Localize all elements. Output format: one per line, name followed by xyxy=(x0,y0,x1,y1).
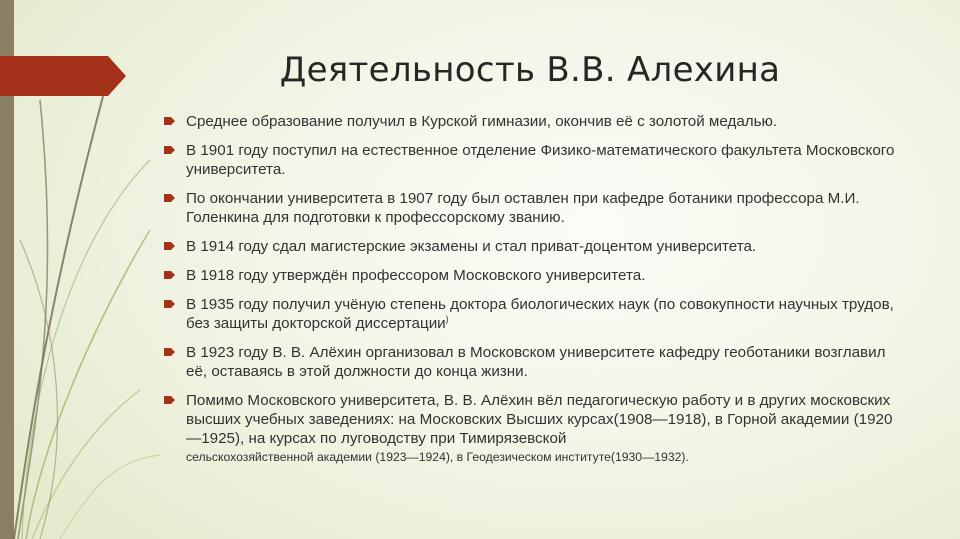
bullet-item xyxy=(164,141,904,179)
bullet-list xyxy=(164,112,904,476)
arrow-bullet-icon xyxy=(164,269,175,281)
arrow-bullet-icon xyxy=(164,115,175,127)
bullet-text: В 1923 году В. В. Алёхин организовал в Московском университете кафедру геоботаники возглавил её, оставаясь в этой должности до конца жизни. xyxy=(186,344,886,380)
slide-title: Деятельность В.В. Алехина xyxy=(279,50,781,90)
bullet-text-small-line: сельскохозяйственной академии (1923—1924), в Геодезическом институте(1930—1932). xyxy=(186,450,689,464)
arrow-bullet-icon xyxy=(164,346,175,358)
arrow-bullet-icon xyxy=(164,144,175,156)
arrow-bullet-icon xyxy=(164,240,175,252)
bullet-text: В 1918 году утверждён профессором Московского университета. xyxy=(186,267,646,284)
bullet-item xyxy=(164,112,904,131)
bullet-item xyxy=(164,266,904,285)
bullet-item xyxy=(164,295,904,333)
bullet-item xyxy=(164,189,904,227)
bullet-text: В 1914 году сдал магистерские экзамены и стал приват-доцентом университета. xyxy=(186,238,757,255)
bullet-superscript-mark: ) xyxy=(445,313,449,324)
bullet-text: Помимо Московского университета, В. В. Алёхин вёл педагогическую работу и в других московских высших учебных заведениях: на Московских Высших курсах(1908—1918), в Горной академии (1920—1925), на курсах по луговодству при Тимирязевской xyxy=(186,392,893,447)
bullet-text: В 1935 году получил учёную степень доктора биологических наук (по совокупности научных трудов, без защиты докторской диссертации xyxy=(186,296,894,332)
bullet-item xyxy=(164,391,904,466)
bullet-item xyxy=(164,237,904,256)
arrow-bullet-icon xyxy=(164,394,175,406)
bullet-text: По окончании университета в 1907 году был оставлен при кафедре ботаники профессора М.И. Голенкина для подготовки к профессорскому званию. xyxy=(186,190,860,226)
arrow-bullet-icon xyxy=(164,298,175,310)
bullet-text: Среднее образование получил в Курской гимназии, окончив её с золотой медалью. xyxy=(186,113,778,130)
bullet-text: В 1901 году поступил на естественное отделение Физико-математического факультета Московского университета. xyxy=(186,142,895,178)
arrow-bullet-icon xyxy=(164,192,175,204)
bullet-item xyxy=(164,343,904,381)
title-accent-arrow-shape xyxy=(0,0,160,539)
